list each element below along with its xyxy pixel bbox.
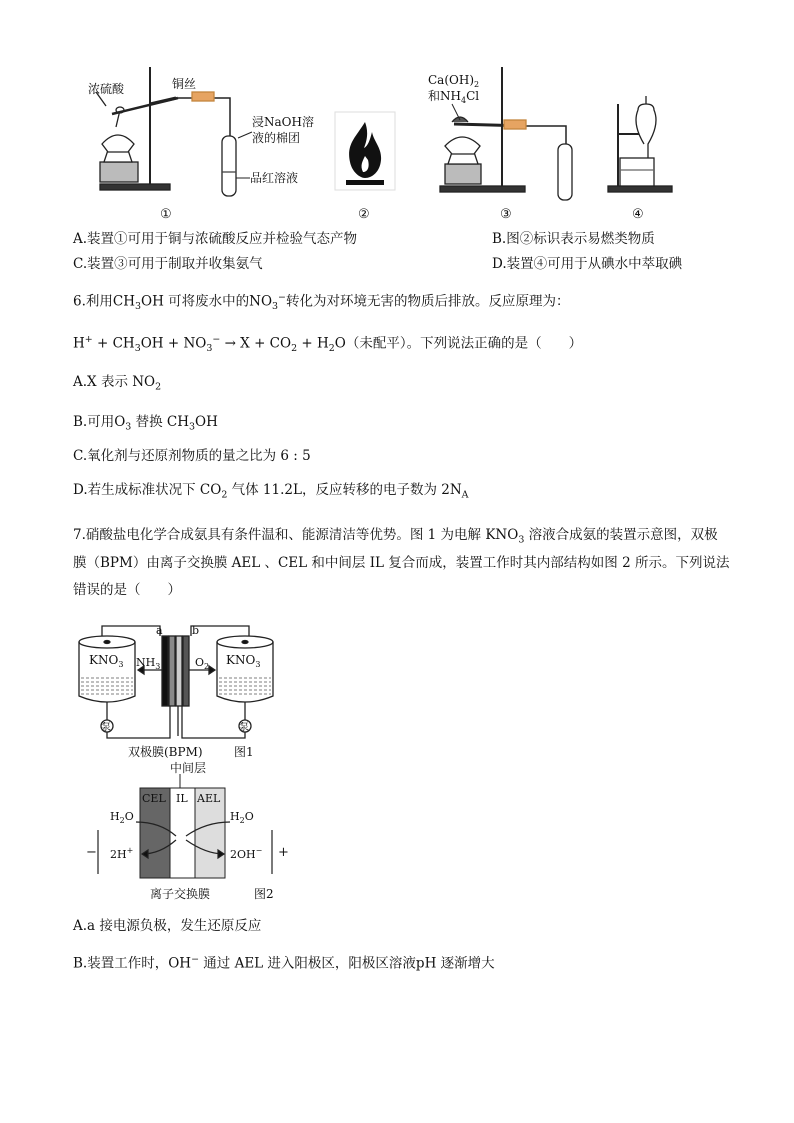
label-conc-sulfuric: 浓硫酸 [88, 82, 125, 96]
q7-option-b: B.装置工作时，OH− 通过 AEL 进入阳极区，阳极区溶液pH 逐渐增大 [73, 954, 495, 972]
q7-stem-line1: 7.硝酸盐电化学合成氨具有条件温和、能源清洁等优势。图 1 为电解 $KNO_3$ 溶液合成氨的装置示意图，双极 [73, 527, 718, 546]
figure-2-bpm-structure [80, 758, 300, 908]
q6-option-b: B.可用$O_3$ 替换 $CH_3OH$ [73, 414, 218, 433]
q5-option-a: A.装置①可用于铜与浓硫酸反应并检验气态产物 [73, 231, 358, 247]
fig1-o2: $O_2$ [195, 656, 210, 671]
figure-1-electrolysis [74, 618, 284, 763]
q7-stem-line3: 错误的是（ ） [73, 582, 181, 598]
fig1-label-a: a [156, 624, 163, 637]
q6-option-a: A.X 表示 $NO_2$ [73, 374, 162, 393]
q6-option-d: D.若生成标准状况下 $CO_2$ 气体 11.2L，反应转移的电子数为 $2N_A$ [73, 482, 469, 501]
apparatus-number-1: ① [160, 207, 172, 222]
fig1-label-b: b [192, 624, 200, 637]
fig1-kno3-left: $KNO_3$ [89, 653, 124, 669]
apparatus-4 [608, 96, 672, 192]
fig2-middle-layer: 中间层 [170, 761, 207, 775]
q7-option-a: A.a 接电源负极，发生还原反应 [73, 918, 262, 934]
fig2-h2o-right: $H_2O$ [230, 810, 254, 825]
apparatus-figure [80, 62, 720, 227]
fig2-cel: CEL [142, 792, 166, 805]
fig2-ael: AEL [197, 792, 221, 805]
label-caoh2: $Ca(OH)_2$ [428, 73, 480, 89]
fig1-nh3: $NH_3$ [136, 656, 161, 671]
fig2-h-plus: 2H+ [110, 846, 134, 861]
flame-hazard-icon [335, 112, 395, 190]
label-naoh-cotton-2: 液的棉团 [252, 131, 301, 145]
fig1-bpm-label: 双极膜(BPM) [128, 745, 203, 759]
fig1-pump-right: 泵 [239, 722, 249, 733]
label-naoh-cotton-1: 浸NaOH溶 [252, 115, 314, 129]
q5-option-b: B.图②标识表示易燃类物质 [492, 231, 655, 247]
fig2-minus-sign: − [86, 845, 97, 860]
q6-option-c: C.氧化剂与还原剂物质的量之比为 6 : 5 [73, 448, 311, 464]
label-magenta-solution: 品红溶液 [250, 171, 299, 185]
fig2-oh-minus: 2OH− [230, 846, 263, 861]
fig1-kno3-right: $KNO_3$ [226, 653, 261, 669]
apparatus-number-4: ④ [632, 207, 644, 222]
fig2-h2o-left: $H_2O$ [110, 810, 134, 825]
q6-equation: $H^+ + CH_3OH + NO_3^- \to X + CO_2 + H_2O$（未配平）。下列说法正确的是（ ） [73, 334, 583, 355]
fig1-pump-left: 泵 [101, 722, 111, 733]
fig2-plus-sign: + [278, 845, 289, 860]
fig1-caption: 图1 [234, 745, 254, 759]
label-nh4cl: 和$NH_4Cl$ [428, 89, 480, 105]
apparatus-number-3: ③ [500, 207, 512, 222]
fig2-membrane-label: 离子交换膜 [150, 887, 211, 901]
q7-stem-line2: 膜（BPM）由离子交换膜 AEL 、CEL 和中间层 IL 复合而成，装置工作时其内部结构如图 2 所示。下列说法 [73, 555, 730, 571]
q5-option-c: C.装置③可用于制取并收集氨气 [73, 256, 263, 272]
q5-option-d: D.装置④可用于从碘水中萃取碘 [492, 256, 683, 272]
fig2-il: IL [176, 792, 188, 805]
q6-stem: 6.利用$CH_3OH$ 可将废水中的$NO_3^-$转化为对环境无害的物质后排放。反应原理为： [73, 292, 570, 313]
fig2-caption: 图2 [254, 887, 274, 901]
apparatus-number-2: ② [358, 207, 370, 222]
label-copper-wire: 铜丝 [172, 77, 197, 91]
